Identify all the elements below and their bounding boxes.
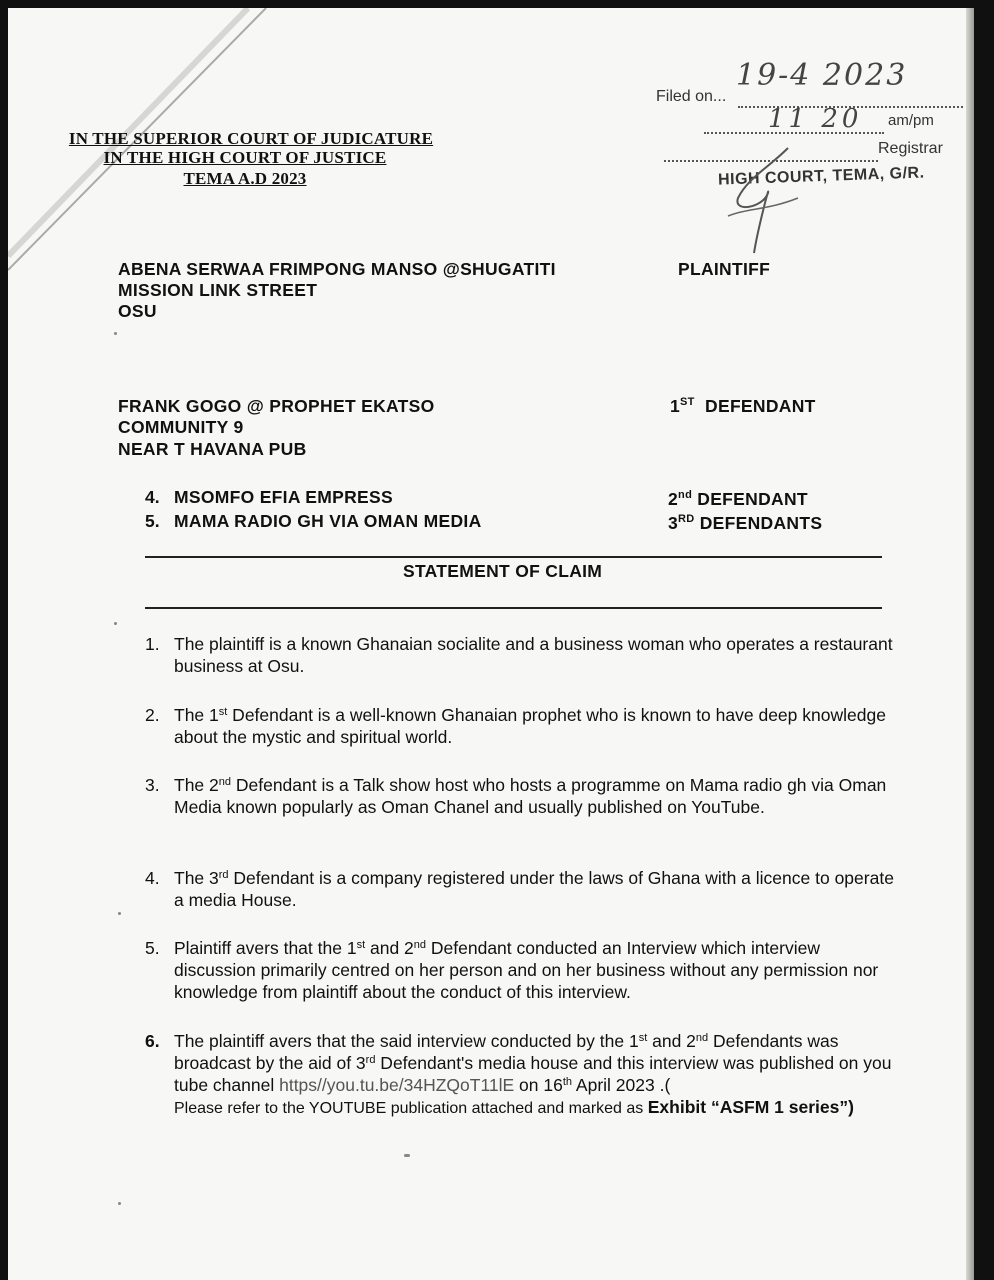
- claim-number: 6.: [145, 1031, 160, 1051]
- divider-top: [145, 556, 882, 558]
- youtube-link[interactable]: https//you.tu.be/34HZQoT11lE: [279, 1075, 515, 1095]
- plaintiff-address: MISSION LINK STREET: [118, 280, 318, 300]
- claim-text: The 2nd Defendant is a Talk show host who hosts a programme on Mama radio gh via Oman Media known popularly as Oman Chanel and usually published on YouTube.: [174, 775, 887, 817]
- stamp-ampm: am/pm: [888, 112, 934, 129]
- stamp-registrar: Registrar: [878, 140, 943, 157]
- defendant2-role: 2nd DEFENDANT: [668, 489, 808, 509]
- defendant2-name: MSOMFO EFIA EMPRESS: [174, 487, 393, 507]
- defendant3-role: 3RD DEFENDANTS: [668, 513, 823, 533]
- divider-bottom: [145, 607, 882, 609]
- scan-speck: [114, 622, 117, 625]
- stamp-filed-label: Filed on...: [656, 88, 727, 105]
- plaintiff-location: OSU: [118, 301, 157, 321]
- claim-number: 1.: [145, 634, 160, 654]
- scan-speck: [404, 1154, 410, 1157]
- page-edge-shadow: [966, 8, 974, 1280]
- claim-number: 3.: [145, 775, 160, 795]
- claim-text: Plaintiff avers that the 1st and 2nd Defendant conducted an Interview which interview discussion primarily centred on her person and on her business without any permission nor knowledge from plaintiff about the conduct of this interview.: [174, 938, 879, 1002]
- document-page: [8, 8, 974, 1280]
- scan-speck: [118, 912, 121, 915]
- defendant1-role: 1ST DEFENDANT: [670, 396, 816, 416]
- court-title-line2: IN THE HIGH COURT OF JUSTICE: [103, 148, 387, 167]
- plaintiff-role: PLAINTIFF: [678, 259, 771, 279]
- claim-text: The 3rd Defendant is a company registered under the laws of Ghana with a licence to operate a media House.: [174, 868, 894, 910]
- scan-speck: [118, 1202, 121, 1205]
- stamp-handwritten-time: 11 20: [768, 104, 863, 134]
- defendant1-location: NEAR T HAVANA PUB: [118, 439, 307, 459]
- stamp-court-name: HIGH COURT, TEMA, G/R.: [717, 164, 925, 189]
- defendant1-name: FRANK GOGO @ PROPHET EKATSO: [118, 396, 435, 416]
- statement-heading: STATEMENT OF CLAIM: [403, 561, 603, 581]
- claim-text: The plaintiff avers that the said interview conducted by the 1st and 2nd Defendants was broadcast by the aid of 3rd Defendant's media house and this interview was published on you tube channel https//you.tu.be/34HZQoT11lE on 16th April 2023 .( Please refer to the YOUTUBE publication attached and marked as Exhibit “ASFM 1 series”): [174, 1031, 892, 1117]
- defendant2-number: 4.: [145, 487, 160, 507]
- claim-text: The plaintiff is a known Ghanaian socialite and a business woman who operates a restaurant business at Osu.: [174, 634, 893, 676]
- claim-number: 2.: [145, 705, 160, 725]
- claim-text: The 1st Defendant is a well-known Ghanaian prophet who is known to have deep knowledge about the mystic and spiritual world.: [174, 705, 886, 747]
- plaintiff-name: ABENA SERWAA FRIMPONG MANSO @SHUGATITI: [118, 259, 556, 279]
- defendant3-name: MAMA RADIO GH VIA OMAN MEDIA: [174, 511, 482, 531]
- court-title-line1: IN THE SUPERIOR COURT OF JUDICATURE: [68, 129, 434, 148]
- defendant1-address: COMMUNITY 9: [118, 417, 244, 437]
- claim-number: 5.: [145, 938, 160, 958]
- defendant3-number: 5.: [145, 511, 160, 531]
- scan-speck: [114, 332, 117, 335]
- stamp-signature: [708, 138, 828, 258]
- claim-number: 4.: [145, 868, 160, 888]
- court-title-line3: TEMA A.D 2023: [183, 169, 307, 188]
- exhibit-reference: Exhibit “ASFM 1 series”): [647, 1097, 854, 1117]
- stamp-handwritten-date: 19-4 2023: [736, 58, 908, 93]
